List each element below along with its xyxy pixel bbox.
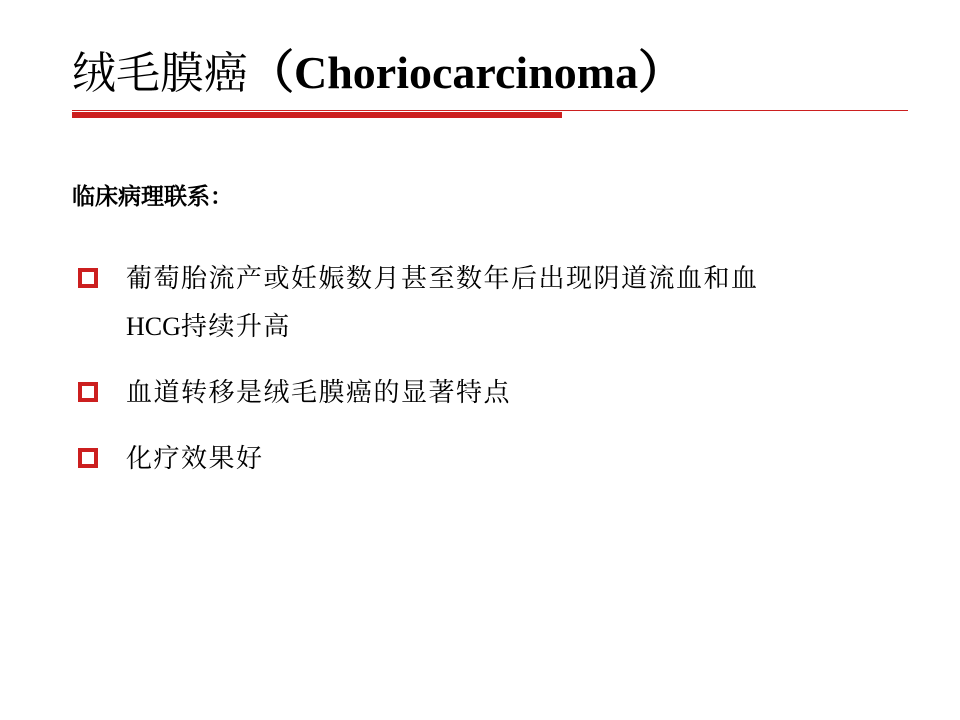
bullet-text-line2-cn: 持续升高 <box>180 312 291 342</box>
section-heading: 临床病理联系： <box>72 183 233 210</box>
bullet-item <box>72 370 902 417</box>
bullet-text: 血道转移是绒毛膜癌的显著特点 <box>126 378 512 408</box>
title-underline-thick <box>72 112 562 118</box>
bullet-text-line1: 葡萄胎流产或妊娠数月甚至数年后出现阴道流血和血 <box>126 264 759 294</box>
title-chinese: 绒毛膜癌 <box>72 48 248 99</box>
title-underline-thin <box>72 110 908 111</box>
bullet-item <box>72 256 902 351</box>
bullet-text: 化疗效果好 <box>126 444 264 474</box>
hollow-square-bullet-icon <box>78 448 98 468</box>
hollow-square-bullet-icon <box>78 268 98 288</box>
hollow-square-bullet-icon <box>78 382 98 402</box>
slide-title <box>72 40 684 107</box>
hcg-term: HCG <box>126 312 181 341</box>
bullet-list <box>72 256 902 502</box>
title-english: （Choriocarcinoma） <box>248 47 685 98</box>
bullet-item <box>72 436 902 483</box>
bullet-text-line2 <box>126 303 902 351</box>
